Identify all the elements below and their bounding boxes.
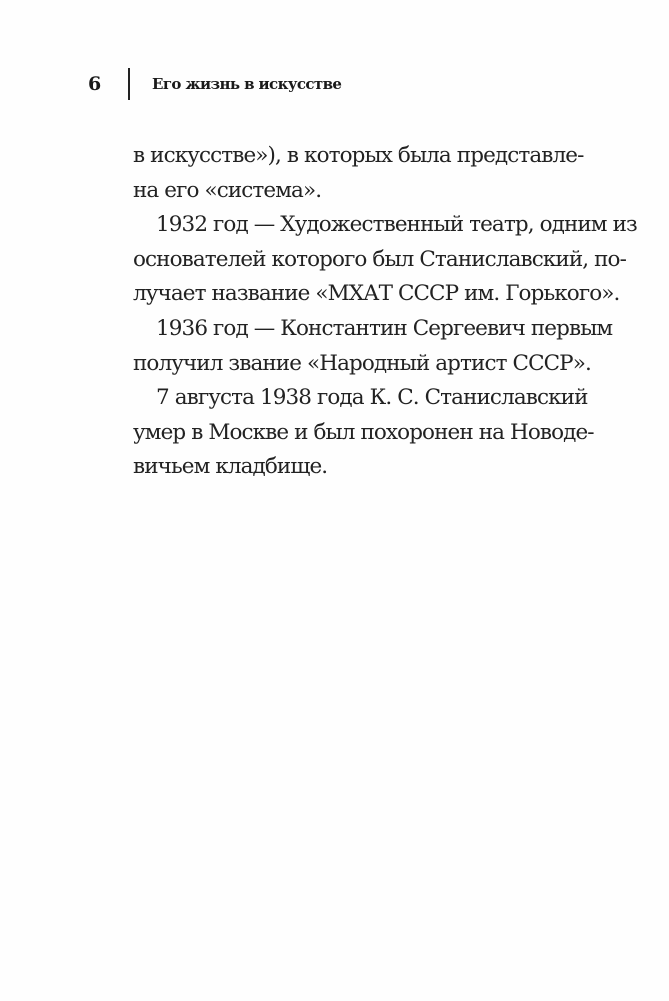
page-number: 6 <box>88 73 102 95</box>
paragraph-start-line: 1932 год — Художественный театр, одним из <box>156 212 637 238</box>
body-text <box>133 139 637 485</box>
text-line: лучает название «МХАТ СССР им. Горького». <box>133 281 620 307</box>
text-line: получил звание «Народный артист СССР». <box>133 350 591 376</box>
text-line: вичьем кладбище. <box>133 454 328 480</box>
paragraph-start-line: 7 августа 1938 года К. С. Станиславский <box>156 385 588 411</box>
text-line: основателей которого был Станиславский, по- <box>133 246 626 272</box>
text-line: умер в Москве и был похоронен на Новоде- <box>133 419 594 445</box>
running-head <box>88 68 341 100</box>
running-title: Его жизнь в искусстве <box>152 75 342 93</box>
text-line: в искусстве»), в которых была представле- <box>133 143 584 168</box>
paragraph-start-line: 1936 год — Константин Сергеевич первым <box>156 315 613 341</box>
text-line: на его «система». <box>133 177 322 203</box>
header-divider <box>128 68 130 100</box>
